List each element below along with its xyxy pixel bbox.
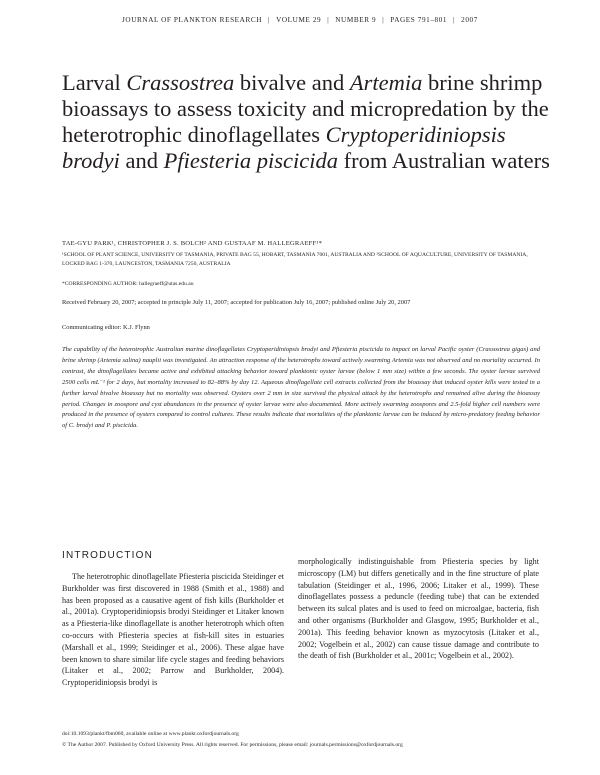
abstract-text: The capability of the heterotrophic Australian marine dinoflagellates Cryptoperidiniopsis brodyi and Pfiesteria piscicida to impact on larval Pacific oyster (Crassostrea gigas) and brine shrimp (Artemia salina) nauplii was investigated. An attraction response of the heterotrophs toward actively swarming Artemia was not observed and no mortality occurred. In contrast, the dinoflagellates became active and exhibited attacking behavior toward planktonic oyster larvae (below 1 mm size) within a few seconds. The oyster larvae survived 2500 cells mL⁻¹ for 2 days, but mortality increased to 82–88% by day 12. Aqueous dinoflagellate cell extracts collected from the bioassay that induced oyster kills were tested in a further larval bivalve bioassay but no mortality was observed. Oysters over 2 mm in size survived the physical attack by the heterotrophs and remained alive during the bioassay period. Changes in zoospore and cyst abundances in the presence of oyster larvae were also documented. More actively swarming zoospores and 2.5-fold higher cell numbers were produced in the presence of oysters compared to control cultures. These results indicate that mortalities of the planktonic larvae can be induced by micro-predatory feeding behavior of C. brodyi and P. piscicida. bbox=[62, 346, 540, 430]
year: 2007 bbox=[461, 16, 478, 24]
section-heading-introduction: INTRODUCTION bbox=[62, 550, 154, 561]
body-column-left bbox=[62, 571, 284, 689]
journal-name: JOURNAL OF PLANKTON RESEARCH bbox=[122, 16, 263, 24]
corresponding-author: *CORRESPONDING AUTHOR: hallegraeff@utas.edu.au bbox=[62, 281, 194, 287]
volume: VOLUME 29 bbox=[276, 16, 322, 24]
introduction-paragraph-left: The heterotrophic dinoflagellate Pfiesteria piscicida Steidinger et Burkholder was first discovered in 1988 (Smith et al., 1988) and has been proposed as a causative agent of fish kills (Burkholder et al., 2001a). Cryptoperidiniopsis brodyi Steidinger et Litaker known as a Pfiesteria-like dinoflagellate is another heterotroph which often co-occurs with Pfiesteria species at fish-kill sites in estuaries (Marshall et al., 1999; Steidinger et al., 2006). These algae have been known to share similar life cycle stages and feeding behaviors (Litaker et al., 2002; Parrow and Burkholder, 2004). Cryptoperidiniopsis brodyi is bbox=[62, 572, 284, 688]
abstract bbox=[62, 345, 540, 432]
copyright-line: © The Author 2007. Published by Oxford University Press. All rights reserved. For permissions, please email: journals.permissions@oxfordjournals.org bbox=[62, 742, 403, 748]
communicating-editor: Communicating editor: K.J. Flynn bbox=[62, 324, 150, 331]
introduction-paragraph-right: morphologically indistinguishable from Pfiesteria species by light microscopy (LM) but differs genetically and in the fine structure of plate tabulation (Steidinger et al., 1996, 2006; Litaker et al., 1999). These dinoflagellates possess a peduncle (feeding tube) that can be extended between its sulcal plates and is used to feed on microalgae, bacteria, fish and other organisms (Burkholder and Glasgow, 1995; Burkholder et al., 2001a). This feeding behavior known as myzocytosis (Litaker et al., 2002; Vogelbein et al., 2002) can cause tissue damage and contribute to the death of fish (Burkholder et al., 2001c; Vogelbein et al., 2002). bbox=[298, 557, 539, 661]
running-header: JOURNAL OF PLANKTON RESEARCH | VOLUME 29 | NUMBER 9 | PAGES 791–801 | 2007 bbox=[122, 16, 478, 24]
publication-dates: Received February 20, 2007; accepted in principle July 11, 2007; accepted for publication July 16, 2007; published online July 20, 2007 bbox=[62, 299, 411, 306]
doi-line: doi:10.1093/plankt/fbm060, available online at www.plankt.oxfordjournals.org bbox=[62, 731, 239, 737]
issue-number: NUMBER 9 bbox=[335, 16, 377, 24]
body-column-right bbox=[298, 556, 539, 662]
article-title: Larval Crassostrea bivalve and Artemia brine shrimp bioassays to assess toxicity and micropredation by the heterotrophic dinoflagellates Cryptoperidiniopsis brodyi and Pfiesteria piscicida from Australian waters bbox=[62, 70, 550, 173]
affiliations: ¹SCHOOL OF PLANT SCIENCE, UNIVERSITY OF TASMANIA, PRIVATE BAG 55, HOBART, TASMANIA 7001, AUSTRALIA AND ²SCHOOL OF AQUACULTURE, UNIVERSITY OF TASMANIA, LOCKED BAG 1-370, LAUNCESTON, TASMANIA 7250, AUSTRALIA bbox=[62, 252, 528, 267]
page-range: PAGES 791–801 bbox=[390, 16, 448, 24]
author-list: TAE-GYU PARK¹, CHRISTOPHER J. S. BOLCH² AND GUSTAAF M. HALLEGRAEFF¹* bbox=[62, 240, 323, 247]
